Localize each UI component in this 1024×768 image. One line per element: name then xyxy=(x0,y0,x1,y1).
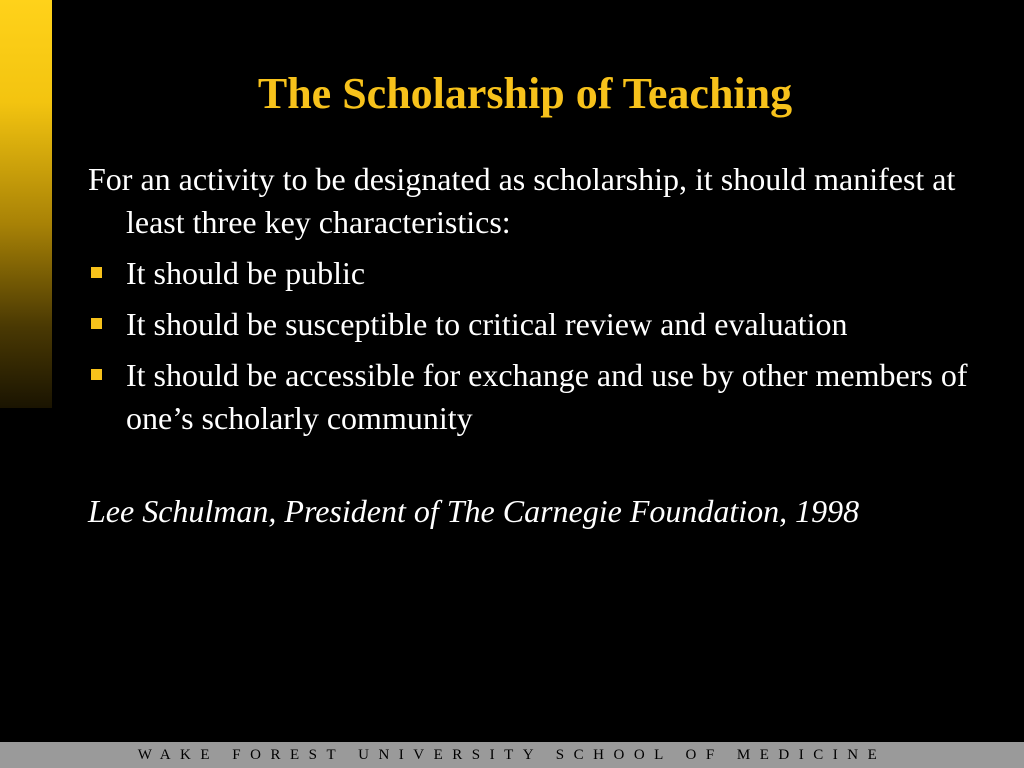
slide-body xyxy=(88,158,968,533)
footer-text: WAKE FOREST UNIVERSITY SCHOOL OF MEDICINE xyxy=(137,747,887,763)
intro-paragraph: For an activity to be designated as scholarship, it should manifest at least three key characteristics: xyxy=(88,161,956,240)
bullet-text: It should be public xyxy=(126,255,366,291)
slide-title: The Scholarship of Teaching xyxy=(257,69,793,118)
citation: Lee Schulman, President of The Carnegie Foundation, 1998 xyxy=(88,493,860,529)
bullet-item xyxy=(88,303,968,346)
bullet-text: It should be susceptible to critical review and evaluation xyxy=(126,306,848,342)
square-bullet-icon xyxy=(91,318,102,329)
square-bullet-icon xyxy=(91,267,102,278)
gold-gradient-side-bar xyxy=(0,0,52,408)
square-bullet-icon xyxy=(91,369,102,380)
bullet-text: It should be accessible for exchange and use by other members of one’s scholarly community xyxy=(126,357,968,436)
bullet-item xyxy=(88,252,968,295)
footer-bar xyxy=(0,742,1024,768)
bullet-item xyxy=(88,354,968,440)
bullet-list xyxy=(88,252,968,440)
